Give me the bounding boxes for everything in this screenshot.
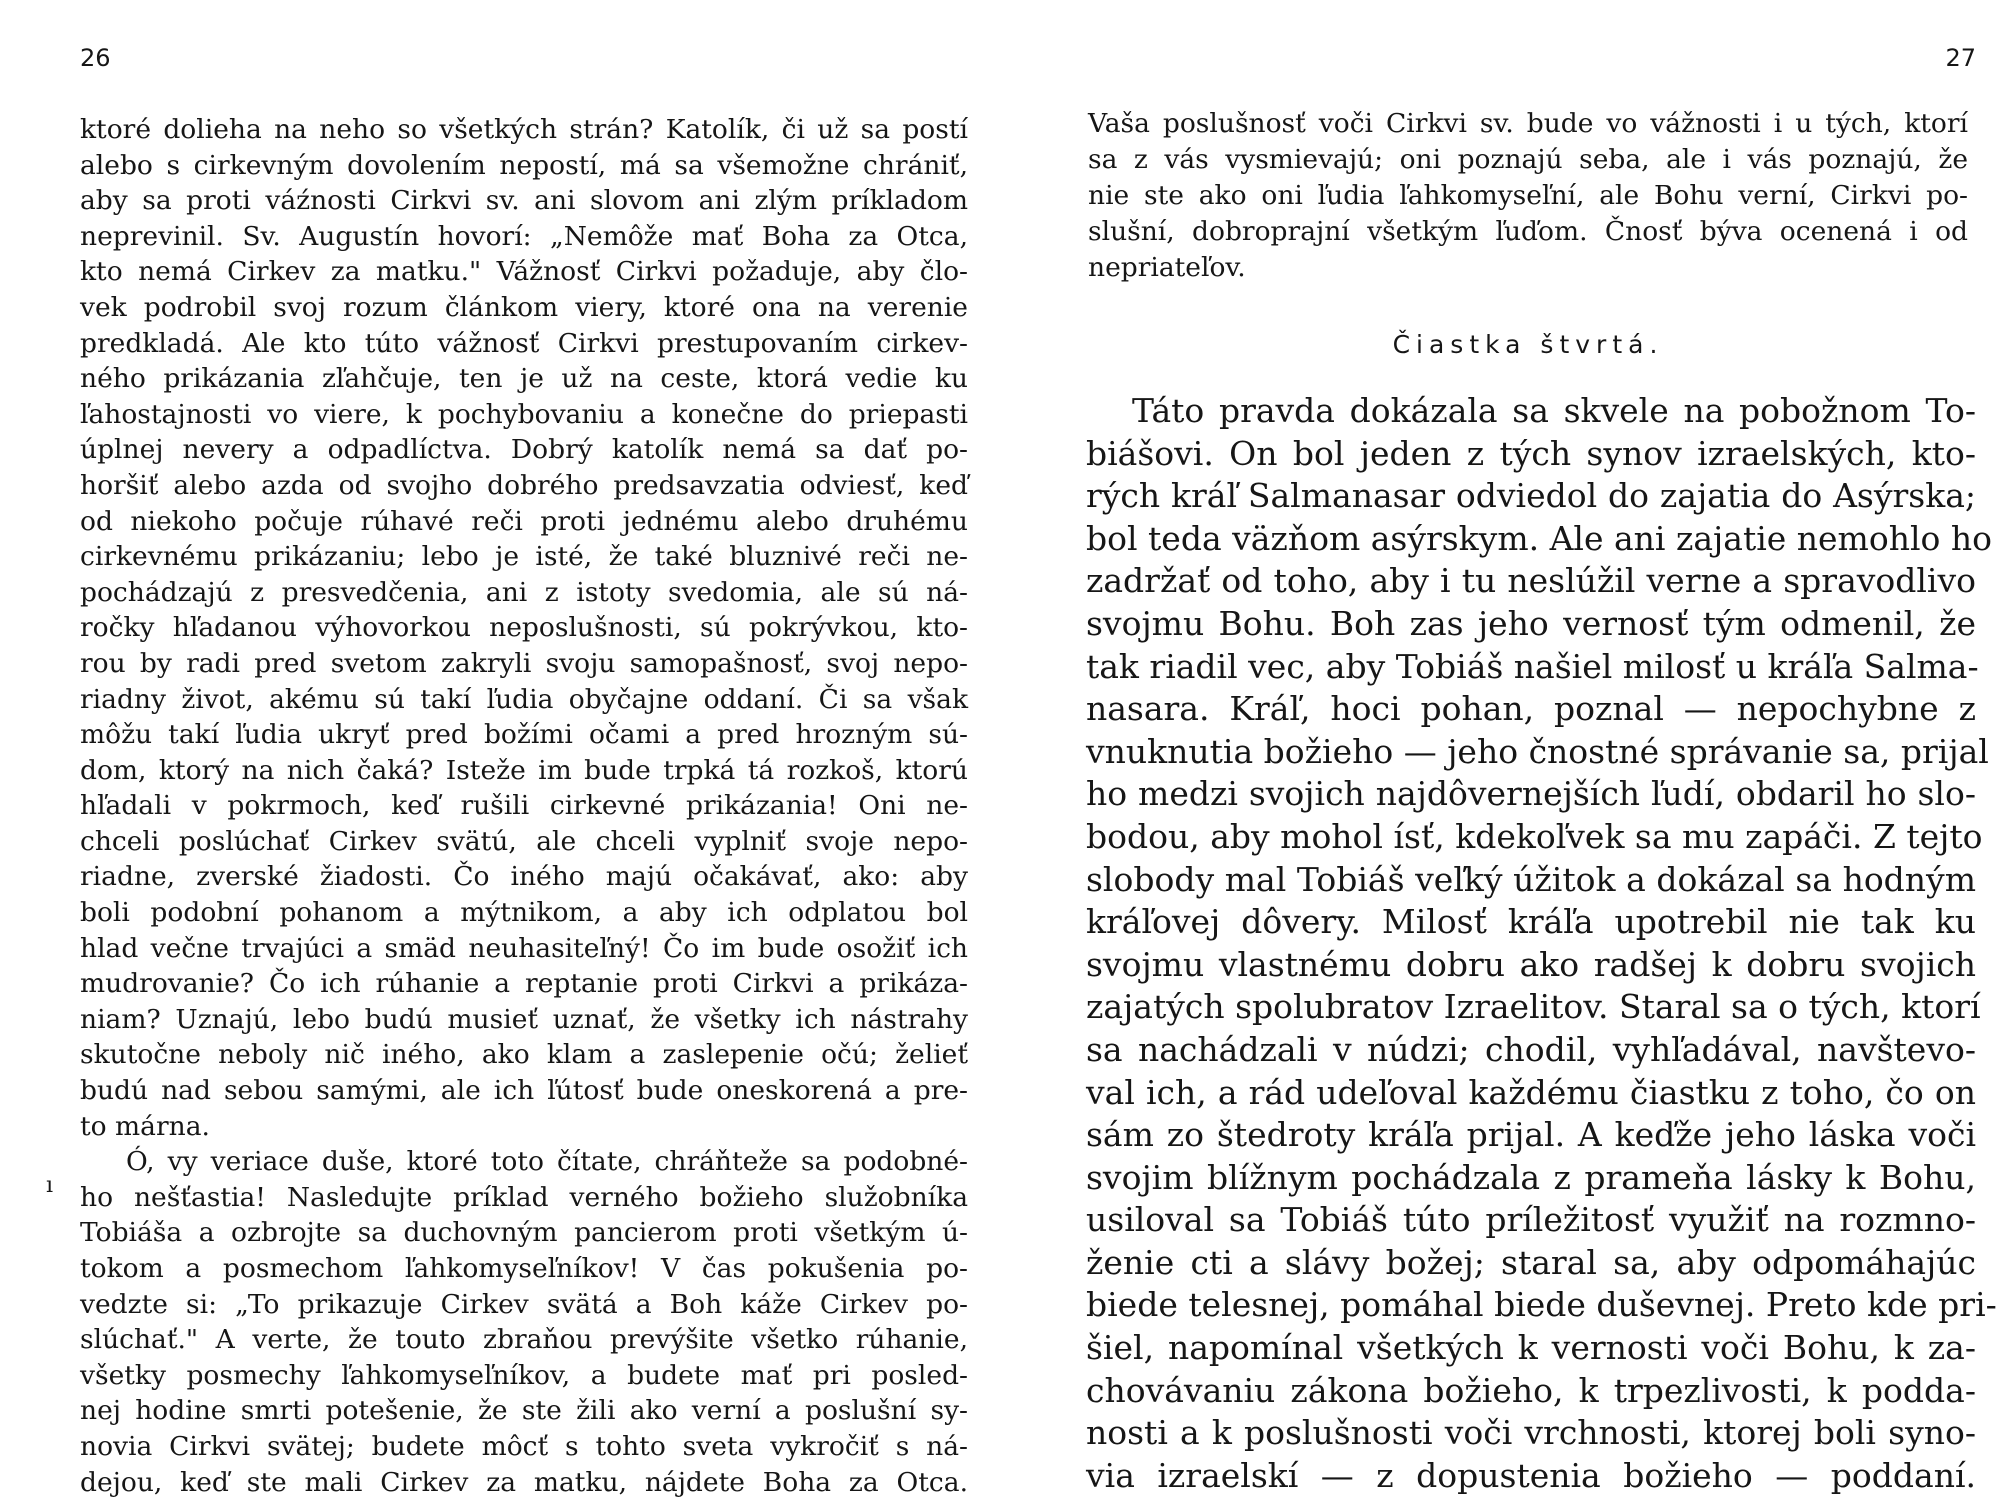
text-line: nie ste ako oni ľudia ľahkomyseľní, ale Bohu verní, Cirkvi po- xyxy=(1088,180,1968,211)
text-line: predkladá. Ale kto túto vážnosť Cirkvi prestupovaním cirkev- xyxy=(80,327,968,359)
text-line: rou by radi pred svetom zakryli svoju samopašnosť, svoj nepo- xyxy=(80,647,968,679)
text-line: neprevinil. Sv. Augustín hovorí: „Nemôže mať Boha za Otca, xyxy=(80,220,968,252)
text-line: úplnej nevery a odpadlíctva. Dobrý katolík nemá sa dať po- xyxy=(80,434,968,466)
text-line: hlad večne trvajúci a smäd neuhasiteľný! Čo im bude osožiť ich xyxy=(80,932,968,964)
text-line: sa z vás vysmievajú; oni poznajú seba, ale i vás poznajú, že xyxy=(1088,144,1968,175)
text-line: biede telesnej, pomáhal biede duševnej. Preto kde pri- xyxy=(1086,1285,1997,1325)
margin-mark: ı xyxy=(46,1173,54,1198)
text-line: svojmu vlastnému dobru ako radšej k dobru svojich xyxy=(1086,944,1976,984)
text-line: bodou, aby mohol ísť, kdekoľvek sa mu zapáči. Z tejto xyxy=(1086,816,1983,856)
text-line: usiloval sa Tobiáš túto príležitosť využiť na rozmno- xyxy=(1086,1200,1976,1240)
text-line: alebo s cirkevným dovolením nepostí, má sa všemožne chrániť, xyxy=(80,149,968,181)
text-line: rých kráľ Salmanasar odviedol do zajatia do Asýrska; xyxy=(1086,476,1976,516)
text-line: slúchať." A verte, že touto zbraňou prevýšite všetko rúhanie, xyxy=(80,1324,968,1356)
text-line: niam? Uznajú, lebo budú musieť uznať, že všetky ich nástrahy xyxy=(80,1003,968,1035)
text-line: to márna. xyxy=(80,1110,210,1142)
text-line: via izraelskí — z dopustenia božieho — poddaní. xyxy=(1086,1455,1976,1495)
page-number: 27 xyxy=(1945,44,1976,72)
text-line: pochádzajú z presvedčenia, ani z istoty svedomia, ale sú ná- xyxy=(80,576,968,608)
text-line: riadne, zverské žiadosti. Čo iného majú očakávať, ako: aby xyxy=(80,861,968,893)
text-line: nepriateľov. xyxy=(1088,252,1246,283)
text-line: všetky posmechy ľahkomyseľníkov, a budete mať pri posled- xyxy=(80,1359,968,1391)
text-line: sa nachádzali v núdzi; chodil, vyhľadával, navštevo- xyxy=(1086,1029,1976,1069)
text-line: ženie cti a slávy božej; staral sa, aby odpomáhajúc xyxy=(1086,1242,1976,1282)
text-line: ného prikázania zľahčuje, ten je už na ceste, ktorá vedie ku xyxy=(80,363,968,395)
text-line: nasara. Kráľ, hoci pohan, poznal — nepochybne z xyxy=(1086,689,1976,729)
right-page-top-text xyxy=(1088,106,1968,286)
text-line: od niekoho počuje rúhavé reči proti jednému alebo druhému xyxy=(80,505,968,537)
text-line: tak riadil vec, aby Tobiáš našiel milosť u kráľa Salma- xyxy=(1086,646,1979,686)
left-page-text xyxy=(80,112,968,1500)
text-line: svojim blížnym pochádzala z prameňa lásky k Bohu, xyxy=(1086,1157,1976,1197)
text-line: horšiť alebo azda od svojho dobrého predsavzatia odviesť, keď xyxy=(80,469,968,501)
text-line: dejou, keď ste mali Cirkev za matku, nájdete Boha za Otca. xyxy=(80,1466,968,1498)
text-line: zajatých spolubratov Izraelitov. Staral sa o tých, ktorí xyxy=(1086,987,1981,1027)
text-line: Tobiáša a ozbrojte sa duchovným pancierom proti všetkým ú- xyxy=(80,1217,968,1249)
text-line: skutočne neboly nič iného, ako klam a zaslepenie očú; želieť xyxy=(80,1039,968,1071)
text-line: novia Cirkvi svätej; budete môcť s tohto sveta vykročiť s ná- xyxy=(80,1430,968,1462)
text-line: vek podrobil svoj rozum článkom viery, ktoré ona na verenie xyxy=(80,291,968,323)
text-line: sám zo štedroty kráľa prijal. A keďže jeho láska voči xyxy=(1086,1115,1976,1155)
text-line: aby sa proti váźnosti Cirkvi sv. ani slovom ani zlým príkladom xyxy=(80,185,968,217)
text-line: slušní, dobroprajní všetkým ľuďom. Čnosť býva ocenená i od xyxy=(1088,216,1968,247)
page-number: 26 xyxy=(80,44,111,72)
text-line: hľadali v pokrmoch, keď rušili cirkevné prikázania! Oni ne- xyxy=(80,790,968,822)
text-line: šiel, napomínal všetkých k vernosti voči Bohu, k za- xyxy=(1086,1328,1976,1368)
text-line: ho medzi svojich najdôvernejších ľudí, obdaril ho slo- xyxy=(1086,774,1976,814)
text-line: boli podobní pohanom a mýtnikom, a aby ich odplatou bol xyxy=(80,897,968,929)
text-line: dom, ktorý na nich čaká? Isteže im bude trpká tá rozkoš, ktorú xyxy=(80,754,968,786)
right-page-main-text xyxy=(1086,390,1997,1497)
text-line: val ich, a rád udeľoval každému čiastku z toho, čo on xyxy=(1086,1072,1976,1112)
text-line: ľahostajnosti vo viere, k pochybovaniu a konečne do priepasti xyxy=(80,398,968,430)
text-line: kto nemá Cirkev za matku." Vážnosť Cirkvi požaduje, aby člo- xyxy=(80,256,968,288)
text-line: vnuknutia božieho — jeho čnostné správanie sa, prijal xyxy=(1086,731,1989,771)
text-line: budú nad sebou samými, ale ich ľútosť bude oneskorená a pre- xyxy=(80,1075,968,1107)
text-line: zadržať od toho, aby i tu neslúžil verne a spravodlivo xyxy=(1086,561,1976,601)
text-line: biášovi. On bol jeden z tých synov izraelských, kto- xyxy=(1086,433,1976,473)
text-line: Ó, vy veriace duše, ktoré toto čítate, chráňteže sa podobné- xyxy=(126,1146,968,1178)
text-line: nosti a k poslušnosti voči vrchnosti, ktorej boli syno- xyxy=(1086,1413,1976,1453)
text-line: nej hodine smrti potešenie, že ste žili ako verní a poslušní sy- xyxy=(80,1395,968,1427)
text-line: ktoré dolieha na neho so všetkých strán? Katolík, či už sa postí xyxy=(80,114,968,145)
text-line: vedzte si: „To prikazuje Cirkev svätá a Boh káže Cirkev po- xyxy=(80,1288,968,1320)
text-line: tokom a posmechom ľahkomyseľníkov! V čas pokušenia po- xyxy=(80,1253,968,1284)
text-line: ročky hľadanou výhovorkou neposlušnosti, sú pokrývkou, kto- xyxy=(80,612,968,644)
text-line: ho nešťastia! Nasledujte príklad verného božieho služobníka xyxy=(80,1181,968,1213)
text-line: Vaša poslušnosť voči Cirkvi sv. bude vo vážnosti i u tých, ktorí xyxy=(1088,108,1968,139)
section-heading: Čiastka štvrtá. xyxy=(1392,330,1664,359)
text-line: Táto pravda dokázala sa skvele na pobožnom To- xyxy=(1132,391,1976,430)
text-line: slobody mal Tobiáš veľký úžitok a dokázal sa hodným xyxy=(1086,859,1976,899)
text-line: kráľovej dôvery. Milosť kráľa upotrebil nie tak ku xyxy=(1086,902,1976,942)
text-line: bol teda väzňom asýrskym. Ale ani zajatie nemohlo ho xyxy=(1086,518,1993,558)
text-line: chceli poslúchať Cirkev svätú, ale chceli vyplniť svoje nepo- xyxy=(80,825,968,857)
right-page xyxy=(1006,0,2012,1500)
text-line: môžu takí ľudia ukryť pred božími očami a pred hrozným sú- xyxy=(80,719,968,751)
text-line: cirkevnému prikázaniu; lebo je isté, že také bluznivé reči ne- xyxy=(80,541,968,573)
text-line: chovávaniu zákona božieho, k trpezlivosti, k podda- xyxy=(1086,1370,1976,1410)
text-line: mudrovanie? Čo ich rúhanie a reptanie proti Cirkvi a prikáza- xyxy=(80,968,968,1000)
text-line: svojmu Bohu. Boh zas jeho vernosť tým odmenil, že xyxy=(1086,603,1976,643)
text-line: riadny život, akému sú takí ľudia obyčajne oddaní. Či sa však xyxy=(80,683,968,715)
